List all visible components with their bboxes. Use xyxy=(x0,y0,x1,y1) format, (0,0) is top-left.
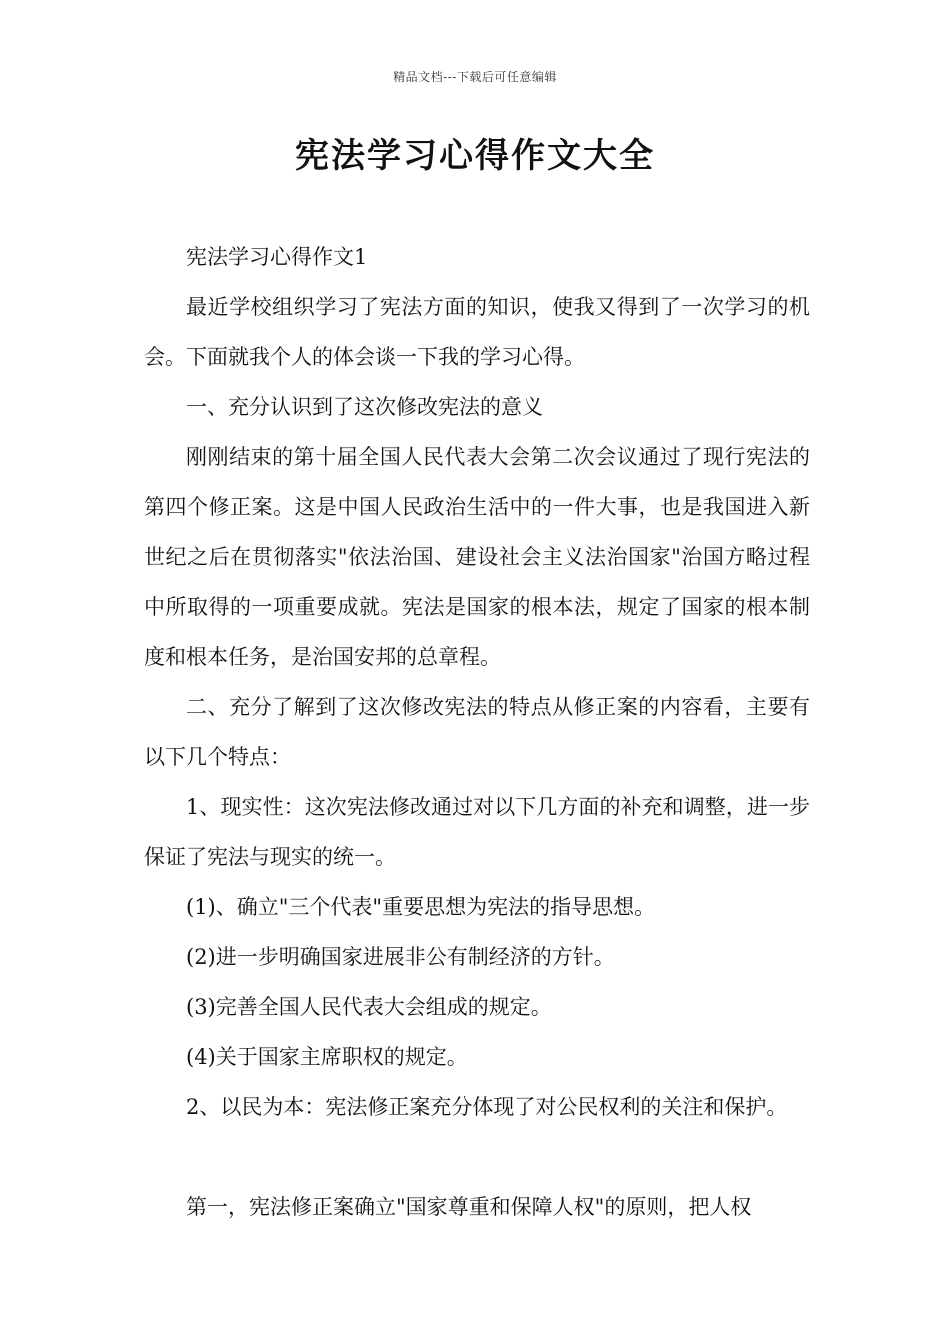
paragraph: 第一，宪法修正案确立"国家尊重和保障人权"的原则，把人权 xyxy=(186,1195,752,1219)
paragraph: 刚刚结束的第十届全国人民代表大会第二次会议通过了现行宪法的第四个修正案。这是中国人民政治生活中的一件大事，也是我国进入新世纪之后在贯彻落实"依法治国、建设社会主义法治国家"治国方略过程中所取得的一项重要成就。宪法是国家的根本法，规定了国家的根本制度和根本任务，是治国安邦的总章程。 xyxy=(144,445,810,669)
list-item: (4)关于国家主席职权的规定。 xyxy=(186,1045,468,1069)
list-item: 1、现实性：这次宪法修改通过对以下几方面的补充和调整，进一步保证了宪法与现实的统一。 xyxy=(144,795,810,869)
paragraph: 最近学校组织学习了宪法方面的知识，使我又得到了一次学习的机会。下面就我个人的体会谈一下我的学习心得。 xyxy=(144,295,810,369)
section-heading: 宪法学习心得作文1 xyxy=(186,245,368,269)
page-header-note: 精品文档---下载后可任意编辑 xyxy=(393,70,557,84)
list-item: 2、以民为本：宪法修正案充分体现了对公民权利的关注和保护。 xyxy=(186,1095,788,1119)
list-item: (2)进一步明确国家进展非公有制经济的方针。 xyxy=(186,945,615,969)
list-item: (3)完善全国人民代表大会组成的规定。 xyxy=(186,995,552,1019)
subheading: 二、充分了解到了这次修改宪法的特点从修正案的内容看，主要有以下几个特点： xyxy=(144,695,810,769)
subheading: 一、充分认识到了这次修改宪法的意义 xyxy=(186,395,543,419)
document-body xyxy=(144,232,810,1232)
list-item: (1)、确立"三个代表"重要思想为宪法的指导思想。 xyxy=(186,895,656,919)
document-title: 宪法学习心得作文大全 xyxy=(295,136,655,176)
